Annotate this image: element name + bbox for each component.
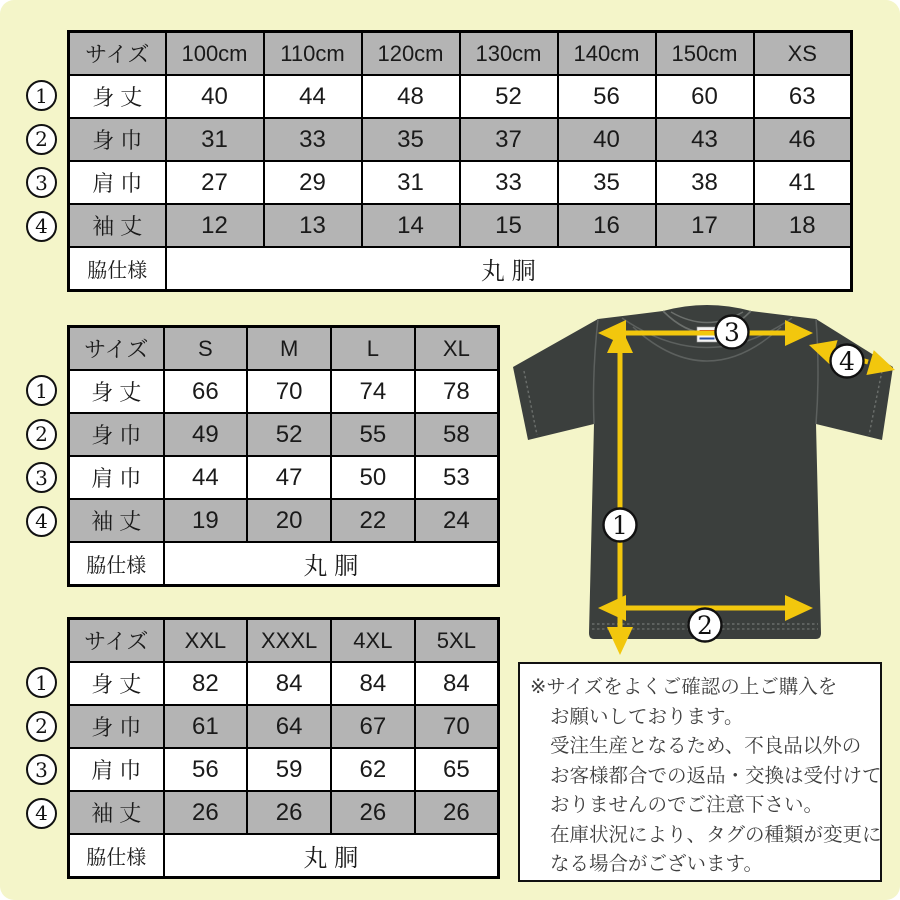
measurement-cell: 49 — [164, 413, 248, 456]
footer-value: 丸 胴 — [164, 542, 499, 586]
column-header: XL — [415, 327, 499, 371]
measurement-cell: 27 — [166, 161, 264, 204]
note-line: 受注生産となるため、不良品以外の — [550, 735, 862, 757]
footer-value: 丸 胴 — [164, 834, 499, 878]
measurement-cell: 46 — [754, 118, 852, 161]
note-line: 在庫状況により、タグの種類が変更に — [550, 823, 882, 846]
marker-2-number: 2 — [697, 611, 713, 640]
measurement-cell: 40 — [166, 75, 264, 118]
column-header: L — [331, 327, 415, 371]
column-header: サイズ — [69, 619, 164, 663]
measurement-cell: 26 — [164, 791, 248, 834]
purchase-note-box — [518, 662, 882, 882]
measurement-cell: 44 — [164, 456, 248, 499]
measurement-cell: 84 — [415, 662, 499, 705]
row-number-badge: 2 — [26, 124, 57, 155]
row-label: 肩 巾 — [69, 161, 166, 204]
row-label: 身 巾 — [69, 413, 164, 456]
column-header: 140cm — [558, 32, 656, 76]
column-header: 100cm — [166, 32, 264, 76]
footer-label: 脇仕様 — [69, 542, 164, 586]
row-label: 袖 丈 — [69, 499, 164, 542]
row-label: 肩 巾 — [69, 748, 164, 791]
column-header: 110cm — [264, 32, 362, 76]
measurement-cell: 22 — [331, 499, 415, 542]
row-label: 身 巾 — [69, 118, 166, 161]
column-header: 120cm — [362, 32, 460, 76]
measurement-cell: 18 — [754, 204, 852, 247]
measurement-cell: 70 — [247, 370, 331, 413]
row-label: 身 丈 — [69, 370, 164, 413]
size-table-kids-wrapper — [35, 30, 853, 292]
measurement-cell: 55 — [331, 413, 415, 456]
measurement-cell: 26 — [247, 791, 331, 834]
tshirt-measurement-diagram — [503, 303, 900, 660]
measurement-cell: 29 — [264, 161, 362, 204]
note-line: お願いしております。 — [550, 705, 744, 728]
row-label: 身 丈 — [69, 75, 166, 118]
row-label: 袖 丈 — [69, 204, 166, 247]
column-header: サイズ — [69, 32, 166, 76]
measurement-cell: 40 — [558, 118, 656, 161]
row-number-badge: 4 — [26, 798, 57, 829]
measurement-cell: 64 — [247, 705, 331, 748]
measurement-cell: 63 — [754, 75, 852, 118]
measurement-cell: 70 — [415, 705, 499, 748]
column-header: 150cm — [656, 32, 754, 76]
measurement-cell: 38 — [656, 161, 754, 204]
column-header: 4XL — [331, 619, 415, 663]
measurement-cell: 60 — [656, 75, 754, 118]
note-line: おりませんのでご注意下さい。 — [550, 794, 824, 816]
marker-1 — [604, 509, 637, 542]
footer-label: 脇仕様 — [69, 247, 166, 291]
marker-4 — [831, 345, 864, 378]
measurement-cell: 12 — [166, 204, 264, 247]
measurement-cell: 33 — [460, 161, 558, 204]
row-number-badge: 4 — [26, 506, 57, 537]
measurement-cell: 41 — [754, 161, 852, 204]
note-line: お客様都合での返品・交換は受付けて — [550, 764, 882, 787]
measurement-cell: 52 — [460, 75, 558, 118]
marker-3-number: 3 — [724, 318, 740, 347]
measurement-cell: 47 — [247, 456, 331, 499]
row-number-badge: 3 — [26, 754, 57, 785]
measurement-cell: 84 — [247, 662, 331, 705]
measurement-cell: 50 — [331, 456, 415, 499]
measurement-cell: 84 — [331, 662, 415, 705]
measurement-cell: 26 — [331, 791, 415, 834]
size-table-adult-wrapper — [35, 325, 500, 587]
measurement-cell: 67 — [331, 705, 415, 748]
measurement-cell: 31 — [166, 118, 264, 161]
measurement-cell: 35 — [558, 161, 656, 204]
row-number-badge: 2 — [26, 711, 57, 742]
measurement-cell: 14 — [362, 204, 460, 247]
size-table-adult — [67, 325, 500, 587]
measurement-cell: 61 — [164, 705, 248, 748]
measurement-cell: 17 — [656, 204, 754, 247]
row-label: 身 丈 — [69, 662, 164, 705]
marker-4-number: 4 — [839, 347, 855, 376]
row-label: 肩 巾 — [69, 456, 164, 499]
measurement-cell: 82 — [164, 662, 248, 705]
column-header: 5XL — [415, 619, 499, 663]
row-label: 袖 丈 — [69, 791, 164, 834]
column-header: XS — [754, 32, 852, 76]
measurement-cell: 37 — [460, 118, 558, 161]
footer-label: 脇仕様 — [69, 834, 164, 878]
measurement-cell: 20 — [247, 499, 331, 542]
measurement-cell: 19 — [164, 499, 248, 542]
measurement-cell: 53 — [415, 456, 499, 499]
row-number-badge: 1 — [26, 667, 57, 698]
measurement-cell: 33 — [264, 118, 362, 161]
measurement-cell: 26 — [415, 791, 499, 834]
marker-2 — [689, 609, 722, 642]
marker-3 — [716, 316, 749, 349]
row-number-badge: 4 — [26, 211, 57, 242]
measurement-cell: 24 — [415, 499, 499, 542]
row-number-badge: 3 — [26, 462, 57, 493]
measurement-cell: 78 — [415, 370, 499, 413]
note-line: ※サイズをよくご確認の上ご購入を — [530, 676, 838, 698]
row-number-badge: 3 — [26, 167, 57, 198]
measurement-cell: 15 — [460, 204, 558, 247]
measurement-cell: 52 — [247, 413, 331, 456]
column-header: M — [247, 327, 331, 371]
size-table-plus-wrapper — [35, 617, 500, 879]
column-header: サイズ — [69, 327, 164, 371]
measurement-cell: 13 — [264, 204, 362, 247]
marker-1-number: 1 — [612, 511, 628, 540]
measurement-cell: 66 — [164, 370, 248, 413]
measurement-cell: 31 — [362, 161, 460, 204]
measurement-cell: 59 — [247, 748, 331, 791]
column-header: XXXL — [247, 619, 331, 663]
measurement-cell: 58 — [415, 413, 499, 456]
column-header: S — [164, 327, 248, 371]
measurement-cell: 62 — [331, 748, 415, 791]
measurement-cell: 56 — [164, 748, 248, 791]
measurement-cell: 56 — [558, 75, 656, 118]
measurement-cell: 65 — [415, 748, 499, 791]
column-header: XXL — [164, 619, 248, 663]
measurement-cell: 74 — [331, 370, 415, 413]
measurement-cell: 35 — [362, 118, 460, 161]
column-header: 130cm — [460, 32, 558, 76]
measurement-cell: 16 — [558, 204, 656, 247]
row-number-badge: 1 — [26, 80, 57, 111]
row-label: 身 巾 — [69, 705, 164, 748]
size-table-kids — [67, 30, 853, 292]
measurement-cell: 44 — [264, 75, 362, 118]
measurement-cell: 43 — [656, 118, 754, 161]
note-line: なる場合がございます。 — [550, 853, 763, 875]
row-number-badge: 2 — [26, 419, 57, 450]
measurement-cell: 48 — [362, 75, 460, 118]
size-table-plus — [67, 617, 500, 879]
row-number-badge: 1 — [26, 375, 57, 406]
footer-value: 丸 胴 — [166, 247, 852, 291]
